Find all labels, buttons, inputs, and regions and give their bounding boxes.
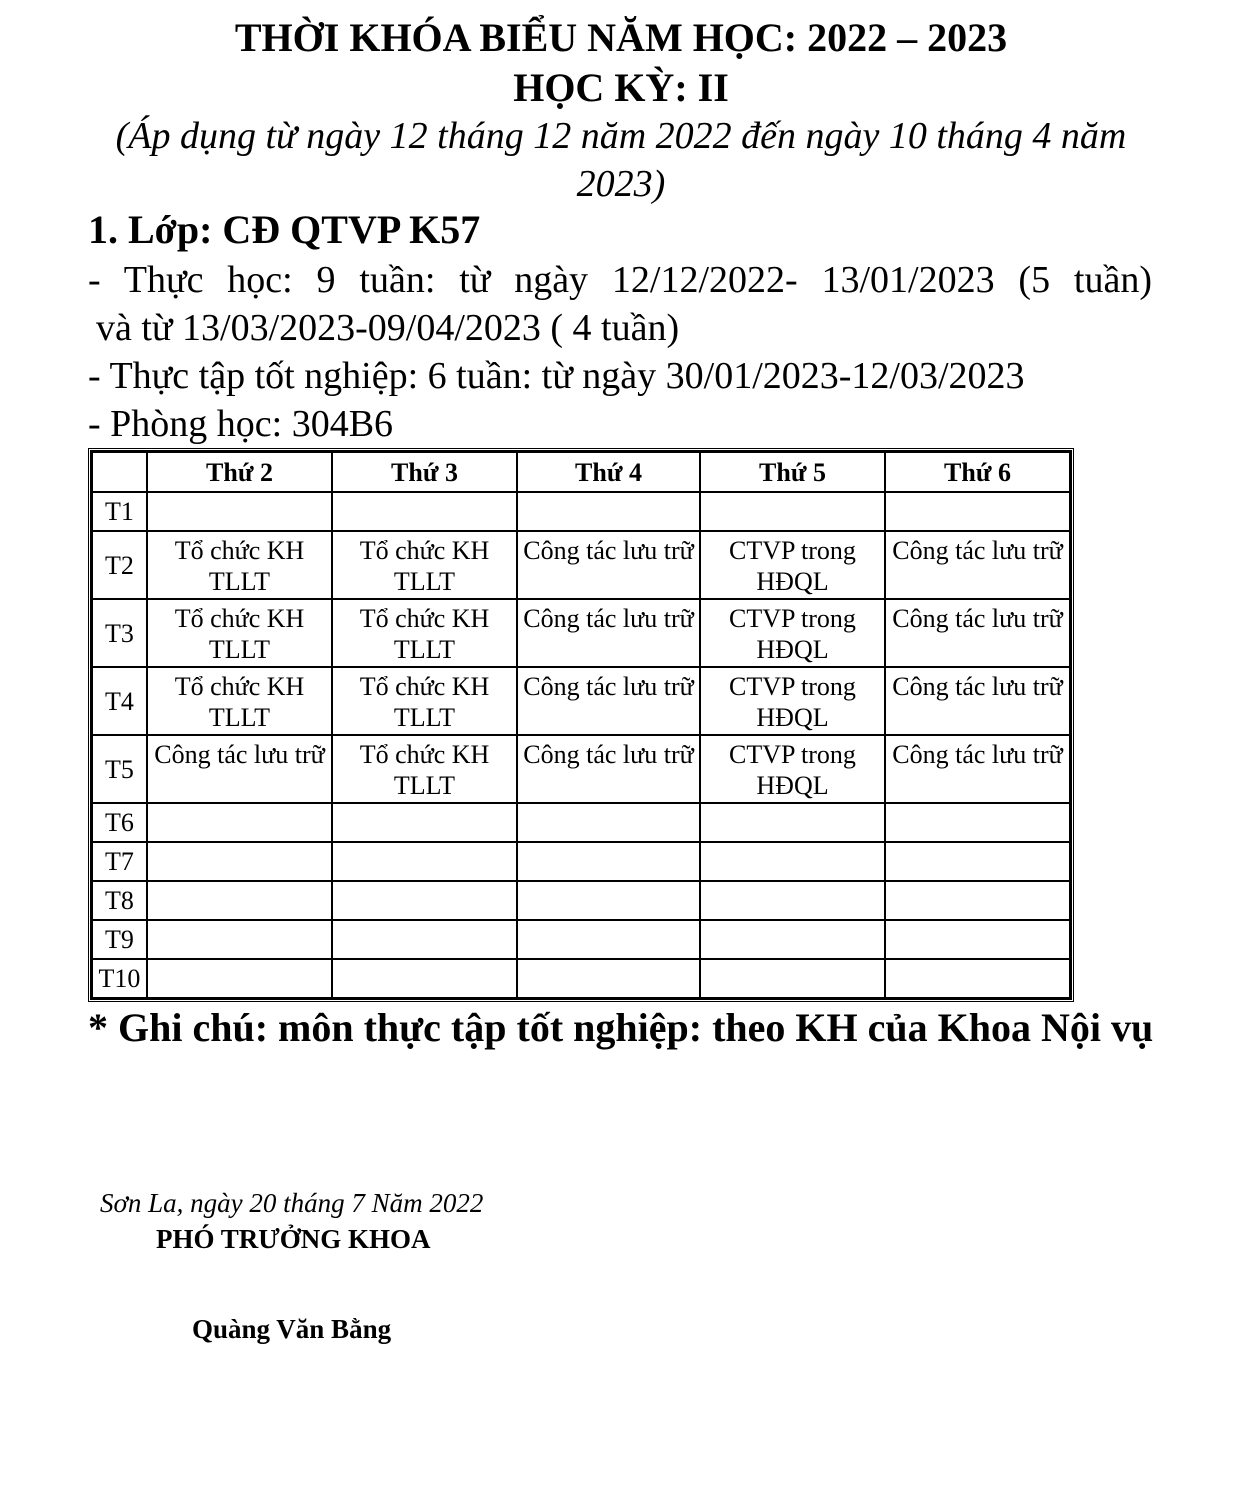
study-period-line1: - Thực học: 9 tuần: từ ngày 12/12/2022- 13/01/2023 (5 tuần) — [88, 259, 1152, 301]
table-cell: Tổ chức KH TLLT — [147, 531, 332, 599]
period-label: T10 — [92, 959, 147, 998]
internship-period: - Thực tập tốt nghiệp: 6 tuần: từ ngày 30/01/2023-12/03/2023 — [88, 355, 1025, 397]
study-period-line2: và từ 13/03/2023-09/04/2023 ( 4 tuần) — [96, 307, 680, 349]
table-cell — [147, 842, 332, 881]
table-cell — [147, 492, 332, 531]
table-cell — [332, 920, 517, 959]
table-row — [92, 531, 1070, 599]
table-cell — [700, 492, 885, 531]
day-header: Thứ 6 — [885, 452, 1070, 492]
table-cell — [700, 842, 885, 881]
period-label: T5 — [92, 735, 147, 803]
table-cell — [700, 803, 885, 842]
table-cell — [147, 803, 332, 842]
table-cell — [885, 959, 1070, 998]
table-cell: CTVP trong HĐQL — [700, 599, 885, 667]
corner-cell — [92, 452, 147, 492]
table-row — [92, 492, 1070, 531]
period-label: T3 — [92, 599, 147, 667]
table-cell — [885, 881, 1070, 920]
table-cell: Công tác lưu trữ — [517, 667, 700, 735]
table-cell: Tổ chức KH TLLT — [332, 599, 517, 667]
table-cell — [332, 803, 517, 842]
table-cell — [332, 492, 517, 531]
table-cell: Công tác lưu trữ — [517, 735, 700, 803]
class-name: 1. Lớp: CĐ QTVP K57 — [88, 207, 481, 252]
table-cell: Tổ chức KH TLLT — [147, 599, 332, 667]
table-cell: Công tác lưu trữ — [885, 531, 1070, 599]
table-cell — [147, 881, 332, 920]
table-cell — [517, 842, 700, 881]
table-cell — [885, 492, 1070, 531]
period-label: T7 — [92, 842, 147, 881]
table-row — [92, 667, 1070, 735]
footnote: * Ghi chú: môn thực tập tốt nghiệp: theo KH của Khoa Nội vụ — [88, 1005, 1154, 1050]
table-cell: Công tác lưu trữ — [885, 735, 1070, 803]
table-cell — [885, 920, 1070, 959]
table-cell — [517, 959, 700, 998]
table-cell: Tổ chức KH TLLT — [332, 531, 517, 599]
table-cell — [332, 959, 517, 998]
table-cell — [517, 803, 700, 842]
period-label: T1 — [92, 492, 147, 531]
table-row — [92, 920, 1070, 959]
table-cell: CTVP trong HĐQL — [700, 667, 885, 735]
period-label: T9 — [92, 920, 147, 959]
table-row — [92, 599, 1070, 667]
table-cell: Tổ chức KH TLLT — [147, 667, 332, 735]
signatory-name: Quàng Văn Bằng — [192, 1314, 392, 1344]
table-cell — [332, 842, 517, 881]
semester-label: HỌC KỲ: II — [513, 65, 729, 110]
table-cell — [332, 881, 517, 920]
period-label: T2 — [92, 531, 147, 599]
document-title: THỜI KHÓA BIỂU NĂM HỌC: 2022 – 2023 — [234, 15, 1008, 60]
table-cell: CTVP trong HĐQL — [700, 735, 885, 803]
period-label: T8 — [92, 881, 147, 920]
table-cell — [700, 881, 885, 920]
signature-position: PHÓ TRƯỞNG KHOA — [156, 1224, 431, 1254]
day-header: Thứ 3 — [332, 452, 517, 492]
table-row — [92, 881, 1070, 920]
table-cell — [700, 920, 885, 959]
table-cell — [147, 959, 332, 998]
table-cell — [885, 803, 1070, 842]
day-header: Thứ 5 — [700, 452, 885, 492]
table-cell — [517, 920, 700, 959]
day-header: Thứ 2 — [147, 452, 332, 492]
table-cell: Tổ chức KH TLLT — [332, 667, 517, 735]
signature-place-date: Sơn La, ngày 20 tháng 7 Năm 2022 — [100, 1188, 484, 1218]
table-cell: Công tác lưu trữ — [517, 599, 700, 667]
table-row — [92, 959, 1070, 998]
table-row — [92, 842, 1070, 881]
table-cell: Công tác lưu trữ — [517, 531, 700, 599]
table-cell — [700, 959, 885, 998]
table-cell — [517, 881, 700, 920]
table-cell: Tổ chức KH TLLT — [332, 735, 517, 803]
table-row — [92, 735, 1070, 803]
table-cell — [517, 492, 700, 531]
table-cell: Công tác lưu trữ — [147, 735, 332, 803]
timetable-header-row — [92, 452, 1070, 492]
classroom: - Phòng học: 304B6 — [88, 403, 394, 445]
table-cell — [885, 842, 1070, 881]
period-label: T6 — [92, 803, 147, 842]
table-row — [92, 803, 1070, 842]
timetable — [88, 448, 1074, 1002]
applied-period: (Áp dụng từ ngày 12 tháng 12 năm 2022 đến ngày 10 tháng 4 năm 2023) — [115, 115, 1127, 205]
timetable-grid — [91, 451, 1071, 999]
table-cell: CTVP trong HĐQL — [700, 531, 885, 599]
table-cell — [147, 920, 332, 959]
day-header: Thứ 4 — [517, 452, 700, 492]
table-cell: Công tác lưu trữ — [885, 667, 1070, 735]
table-cell: Công tác lưu trữ — [885, 599, 1070, 667]
period-label: T4 — [92, 667, 147, 735]
